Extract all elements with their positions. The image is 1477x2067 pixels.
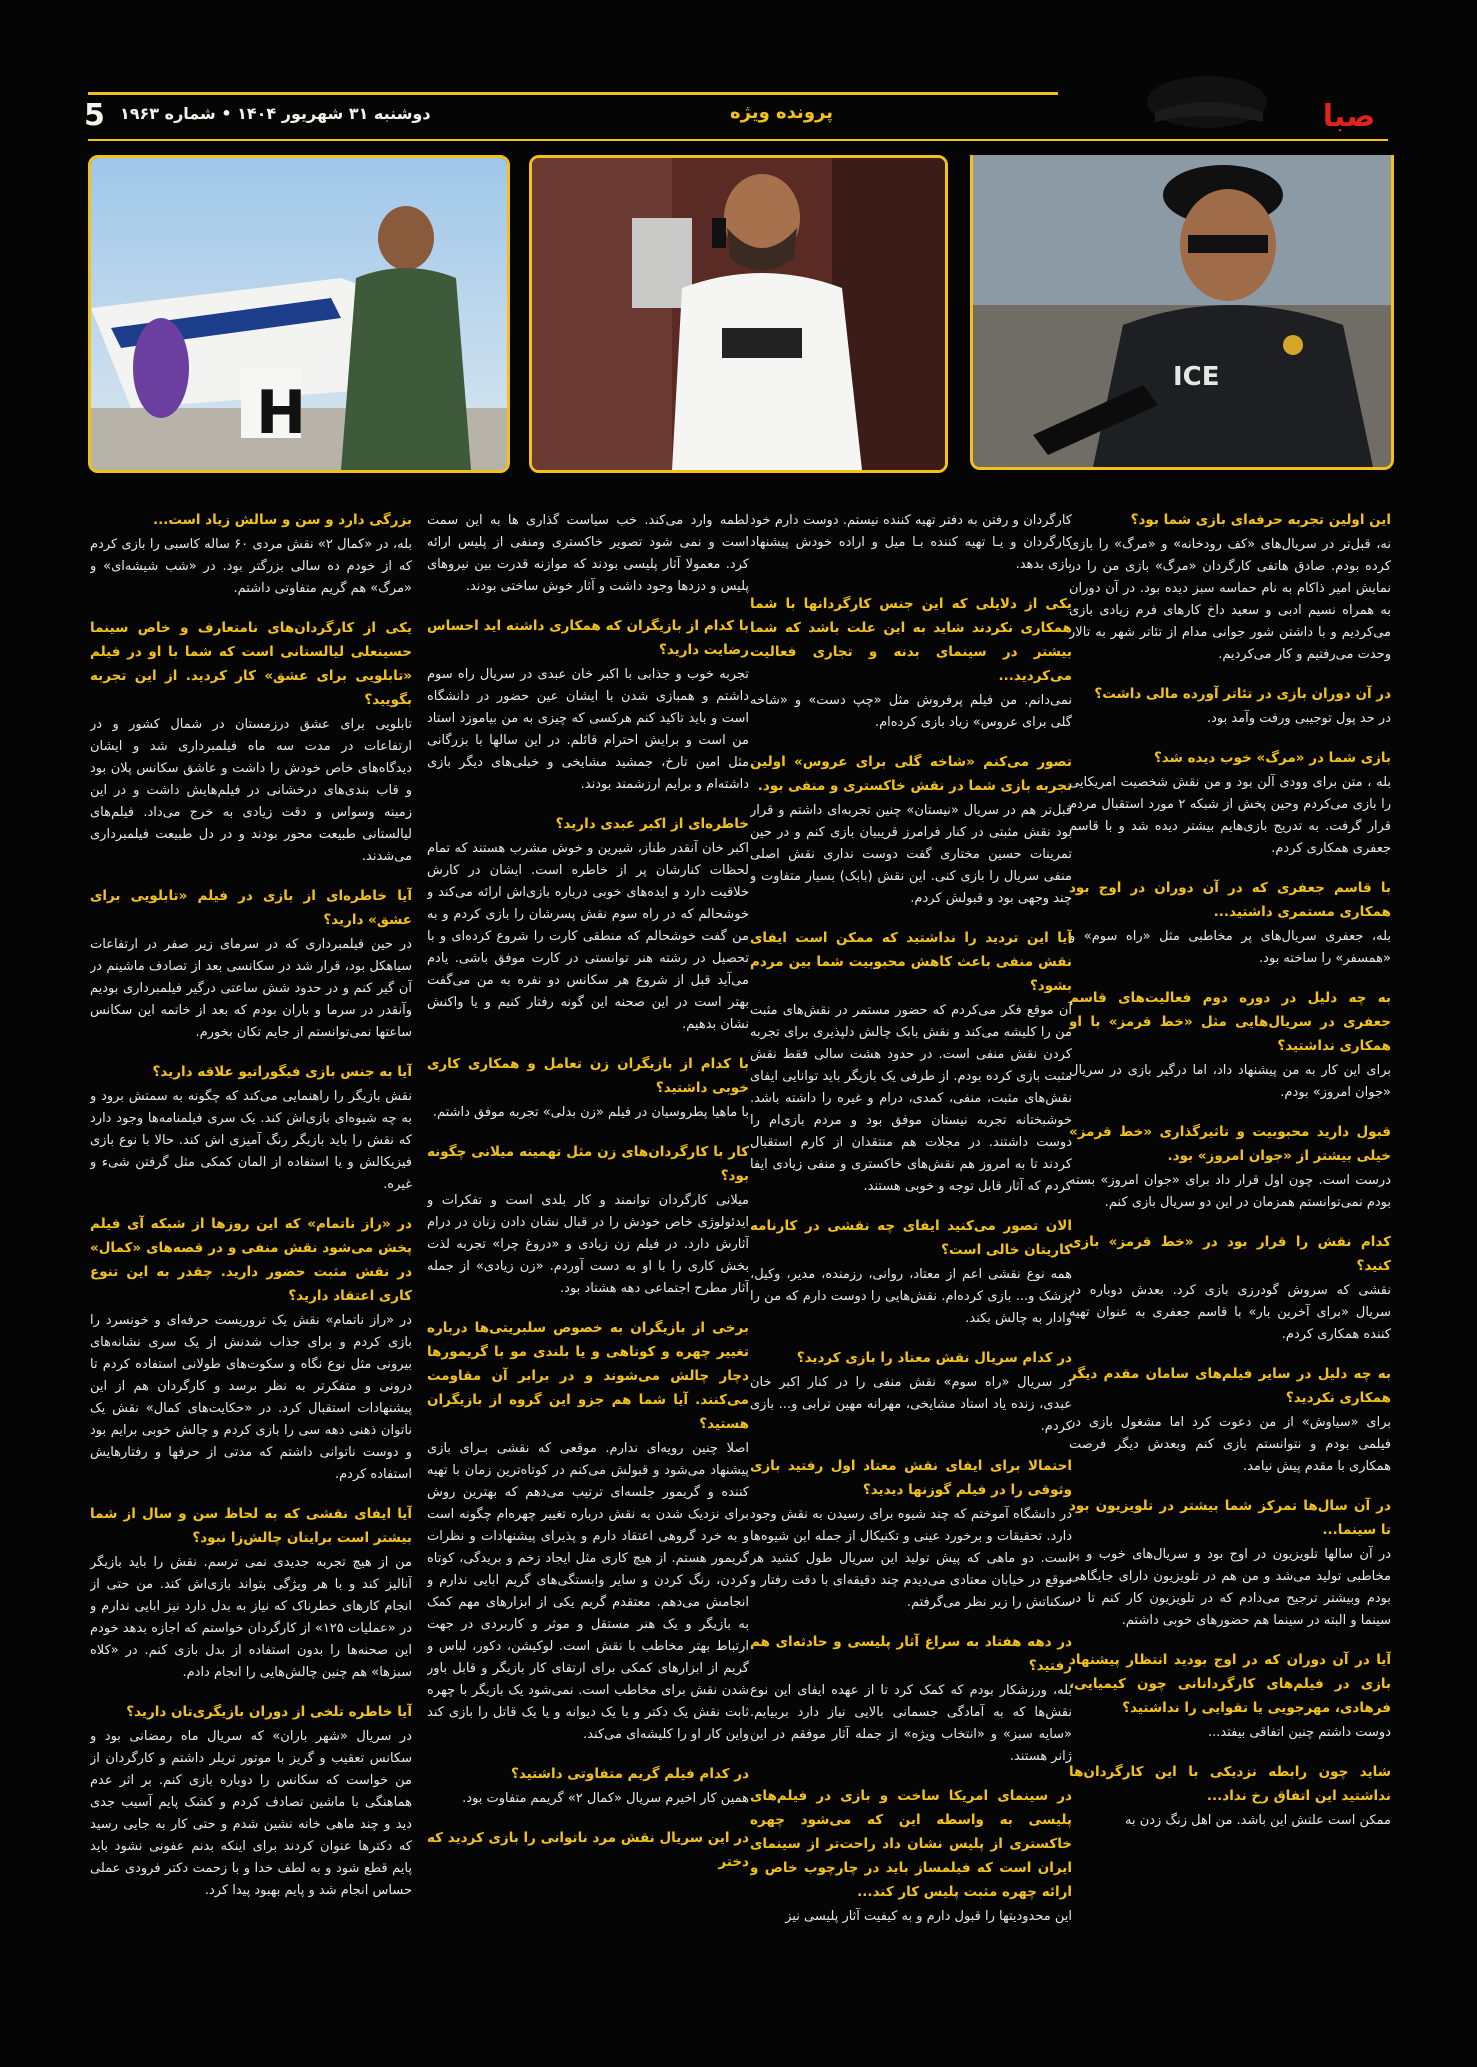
answer-paragraph: این محدودیتها را قبول دارم و به کیفیت آثار پلیسی نیز	[785, 1909, 1072, 1924]
question-heading: با قاسم جعفری که در آن دوران در اوج بود همکاری مستمری داشتید...	[1069, 880, 1391, 920]
text-column-3	[427, 508, 749, 2048]
answer-paragraph: کارگردان و رفتن به دفتر تهیه کننده نیستم. دوست دارم خود کارگردان و یـا تهیه کننده بـا میل و اراده خودش پیشنهاد بازی بدهد.	[750, 513, 1072, 572]
answer-paragraph: دوست داشتم چنین اتفاقی بیفتد...	[1208, 1725, 1391, 1740]
answer-paragraph: آن موقع فکر می‌کردم که حضور مستمر در نقش‌های مثبت من را کلیشه می‌کند و نقش بابک چالش دلپذیری برای تجربه کردن نقش منفی است. در حدود هشت سالی فقط نقش مثبت بازی کرده بودم. از طرفی یک بازیگر باید توانایی ایفای نقش‌های مثبت، منفی، کمدی، درام و غیره را داشته باشد. خوشبختانه تجربه نیستان موفق بود و مردم بازی‌ام را دوست داشتند. در مجلات هم منتقدان از کارم استقبال کردند تا به امروز هم نقش‌های خاکستری و منفی زیادی ایفا کردم که آثار قابل توجه و خوبی هستند.	[750, 1003, 1072, 1194]
answer-paragraph: من از هیچ تجربه جدیدی نمی ترسم. نقش را باید بازیگر آنالیز کند و با هر ویژگی بتواند بازی‌اش کند. من حتی از انجام کارهای خطرناک که نیاز به بدل دارد نیز ابایی ندارم و در «عملیات ۱۲۵» از کارگردان خواستم که اجازه بدهد خودم این صحنه‌ها را بدون استفاده از بدل بازی کنم. در «کلاه سبزها» هم چنین چالش‌هایی را انجام دادم.	[90, 1555, 412, 1680]
question-heading: با کدام از بازیگران زن تعامل و همکاری کاری خوبی داشتید؟	[427, 1056, 749, 1096]
question-heading: آیا خاطره تلخی از دوران بازیگری‌تان دارید؟	[126, 1704, 412, 1720]
question-heading: در «راز ناتمام» که این روزها از شبکه آی فیلم پخش می‌شود نقش منفی و در قصه‌های «کمال» در نقش مثبت حضور دارید. چقدر به این تنوع کاری اعتقاد دارید؟	[90, 1216, 412, 1304]
answer-paragraph: بله، جعفری سریال‌های پر مخاطبی مثل «راه سوم» و «همسفر» را ساخته بود.	[1069, 929, 1391, 966]
answer-paragraph: در سریال «راه سوم» نقش منفی را در کنار اکبر خان عبدی، زنده یاد استاد مشایخی، مهرانه مهین ترابی و... بازی کردم.	[750, 1375, 1072, 1434]
answer-paragraph: برای این کار به من پیشنهاد داد، اما درگیر بازی در سریال «جوان امروز» بودم.	[1069, 1063, 1391, 1100]
question-heading: در کدام سریال نقش معتاد را بازی کردید؟	[796, 1350, 1072, 1366]
answer-paragraph: نه، قبل‌تر در سریال‌های «کف رودخانه» و «مرگ» را بازی کرده بودم. صادق هاتفی کارگردان «مرگ» بازی من را در نمایش امیر ذاکام به نام حماسه سبز دیده بود. در آن دوران به همراه نسیم ادبی و سعید داخ کارهای فرم زیادی بازی می‌کردیم و با داشتن شور جوانی مدام از تئاتر شهر به تالار وحدت می‌رفتیم و کار می‌کردیم.	[1069, 537, 1391, 662]
answer-paragraph: همه نوع نقشی اعم از معتاد، روانی، رزمنده، مدیر، وکیل، پزشک و... بازی کرده‌ام. نقش‌هایی را دوست دارم که من را وادار به چالش بکند.	[750, 1267, 1072, 1326]
question-heading: در آن سال‌ها تمرکز شما بیشتر در تلویزیون بود تا سینما...	[1069, 1498, 1391, 1538]
answer-paragraph: با ماهیا پطروسیان در فیلم «زن بدلی» تجربه موفق داشتم.	[432, 1105, 749, 1120]
answer-paragraph: قبل‌تر هم در سریال «نیستان» چنین تجربه‌ای داشتم و قرار بود نقش مثبتی در کنار فرامرز قریبیان بازی کنم و در حین تمرینات حسین مختاری گفت دوست نداری نقش اصلی منفی سریال را بازی کنی. این نقش (بابک) بسیار متفاوت و چند وجهی بود و قبولش کردم.	[750, 803, 1072, 906]
question-heading: در دهه هفتاد به سراغ آثار پلیسی و حادثه‌ای هم رفتید؟	[750, 1634, 1072, 1674]
airplane-photo-icon	[91, 158, 507, 470]
answer-paragraph: نمی‌دانم. من فیلم پرفروش مثل «چپ دست» و «شاخه گلی برای عروس» زیاد بازی کرده‌ام.	[750, 693, 1072, 730]
question-heading: احتمالا برای ایفای نقش معتاد اول رفتید بازی وثوقی را در فیلم گوزنها دیدید؟	[750, 1458, 1072, 1498]
question-heading: آیا این تردید را نداشتید که ممکن است ایفای نقش منفی باعث کاهش محبوبیت شما بین مردم بشود؟	[750, 930, 1072, 994]
beret-icon	[1145, 62, 1270, 132]
header-rule-left	[88, 92, 1058, 95]
question-heading: کار با کارگردان‌های زن مثل تهمینه میلانی چگونه بود؟	[427, 1144, 749, 1184]
question-heading: آیا خاطره‌ای از بازی در فیلم «تابلویی برای عشق» دارید؟	[90, 888, 412, 928]
question-heading: با کدام از بازیگران که همکاری داشته اید احساس رضایت دارید؟	[427, 618, 749, 658]
answer-paragraph: در سریال «شهر باران» که سریال ماه رمضانی بود و سکانس تعقیب و گریز با موتور تریلر داشتم و کارگردان از من خواست که سکانس را دوباره بازی کنم. بر اثر عدم هماهنگی با ماشین تصادف کردم و کشک پایم آسیب جدی دید و چند ماهی خانه نشین شدم و حتی کار به جایی رسید که دکترها عنوان کردند برای اینکه بدنم عفونی نشود باید پایم قطع شود و به لطف خدا و با زحمت دکتر فرودی عملی حساس انجام شد و پایم بهبود پیدا کرد.	[90, 1729, 412, 1898]
text-column-2	[750, 508, 1072, 2048]
answer-paragraph: تابلویی برای عشق درزمستان در شمال کشور و در ارتفاعات در مدت سه ماه فیلمبرداری شد و ایشان دیدگاه‌های خاص خودش را داشت و عاشق سکانس پلان بود و قاب بندی‌های درخشانی در فیلم‌هایش داشت و در این زمینه وسواس و دقت زیادی به خرج می‌داد. فیلم‌های لیالستانی طبیعت محور بودند و در دل طبیعت فیلمبرداری می‌شدند.	[90, 717, 412, 864]
question-heading: قبول دارید محبوبیت و تاثیرگذاری «خط قرمز» خیلی بیشتر از «جوان امروز» بود.	[1069, 1124, 1391, 1164]
logo	[1312, 96, 1386, 134]
answer-paragraph: در دانشگاه آموختم که چند شیوه برای رسیدن به نقش وجود دارد. تحقیقات و برخورد عینی و تکنیکال از جمله این شیوه‌ها است. دو ماهی که پیش تولید این سریال طول کشید هر موقع در خیابان معتادی می‌دیدم چند دقیقه‌ای با دقت رفتار و سکناتش را زیر نظر می‌گرفتم.	[750, 1507, 1072, 1610]
question-heading: آیا در آن دوران که در اوج بودید انتظار پیشنهاد بازی در فیلم‌های کارگردانانی چون کیمیایی، فرهادی، مهرجویی یا تقوایی را نداشتید؟	[1069, 1652, 1391, 1716]
photo-man-with-airplane	[88, 155, 510, 473]
answer-paragraph: در حد پول توجیبی ورفت وآمد بود.	[1206, 711, 1391, 726]
header-rule-bottom	[88, 139, 1388, 141]
police-photo-icon	[973, 155, 1391, 467]
page-number: 5	[84, 98, 105, 133]
question-heading: خاطره‌ای از اکبر عبدی دارید؟	[555, 816, 749, 832]
section-title: پرونده ویژه	[730, 102, 833, 123]
answer-paragraph: تجربه خوب و جذابی با اکبر خان عبدی در سریال راه سوم داشتم و همبازی شدن با ایشان عین حضور در دانشگاه است و باید تاکید کنم هرکسی که چیزی به من بیاموزد استاد من است و برایش احترام قائلم. در این سالها با بزرگانی مثل امین تارخ، جمشید مشایخی و خیلی‌های دیگر بازی داشته‌ام و برایم ارزشمند بودند.	[427, 667, 749, 792]
question-heading: برخی از بازیگران به خصوص سلبریتی‌ها درباره تغییر چهره و کوتاهی و یا بلندی مو با گریمورها دچار چالش می‌شوند و در برابر آن مقاومت می‌کنند. آیا شما هم جزو این گروه از بازیگران هستید؟	[427, 1320, 749, 1432]
answer-paragraph: همین کار اخیرم سریال «کمال ۲» گریمم متفاوت بود.	[462, 1791, 749, 1806]
text-column-1	[1069, 508, 1391, 2048]
answer-paragraph: برای «سیاوش» از من دعوت کرد اما مشغول بازی در فیلمی بودم و نتوانستم بازی کنم وبعدش دیگر فرصت همکاری با مقدم پیش نیامد.	[1069, 1415, 1391, 1474]
answer-paragraph: در «راز ناتمام» نقش یک تروریست حرفه‌ای و خونسرد را بازی کردم و برای جذاب شدنش از یک سری نشانه‌های بیرونی مثل نوع نگاه و سکوت‌های طولانی استفاده کردم تا درونی و متفکرتر به نظر برسد و کارگردان هم از این پیشنهادات استقبال کرد. در «حکایت‌های کمال» نقش یک ناتوان ذهنی دهه سی را بازی کردم و چالش خوبی برایم بود و دوست ناتوانی داشتم که مدتی از حرفها و رفتارهایش استفاده کردم.	[90, 1313, 412, 1482]
question-heading: در سینمای امریکا ساخت و بازی در فیلم‌های پلیسی به واسطه این که می‌شود چهره خاکستری از پلیس نشان داد راحت‌تر از سینمای ایران است که فیلمساز باید در چارچوب خاص و ارائه چهره مثبت پلیس کار کند...	[750, 1788, 1072, 1900]
answer-paragraph: نقش بازیگر را راهنمایی می‌کند که چگونه به سمتش برود و به چه شیوه‌ای بازی‌اش کند. یک سری فیلمنامه‌ها وجود دارد که نقش را باید بازیگر رنگ آمیزی اش کند. حالا با نوع بازی فیزیکالش و یا استفاده از المان کمکی مثل گرفتن شیء و غیره.	[90, 1089, 412, 1192]
page-header	[0, 0, 1477, 145]
svg-text:H: H	[256, 378, 307, 448]
date-issue-line: دوشنبه ۳۱ شهریور ۱۴۰۴ • شماره ۱۹۶۳	[120, 104, 431, 123]
answer-paragraph: لطمه وارد می‌کند. خب سیاست گذاری ها به این سمت است و نمی شود تصویر خاکستری ومنفی از پلیس ارائه کرد. معمولا آثار پلیسی بودند که موازنه قدرت بین نیروهای پلیس و دزدها وجود داشت و آثار خوش ساختی بودند.	[427, 513, 749, 594]
answer-paragraph: بله، در «کمال ۲» نقش مردی ۶۰ ساله کاسبی را بازی کردم که از خودم ده سالی بزرگتر بود. در «شب شیشه‌ای» و «مرگ» هم گریم متفاوتی داشتم.	[90, 537, 412, 596]
text-column-4	[90, 508, 412, 2048]
question-heading: آیا ایفای نقشی که به لحاظ سن و سال از شما بیشتر است برایتان چالش‌زا نبود؟	[90, 1506, 412, 1546]
answer-paragraph: میلانی کارگردان توانمند و کار بلدی است و تفکرات و ایدئولوژی خاص خودش را در قبال نشان دادن زنان در درام آثارش دارد. در فیلم زن زیادی و «دروغ چرا» تجربه لذت بخش کاری را با او به دست آوردم. «زن زیادی» از جمله آثار مطرح اجتماعی دهه هشتاد بود.	[427, 1193, 749, 1296]
question-heading: در این سریال نقش مرد ناتوانی را بازی کردید که دختر	[427, 1830, 749, 1870]
answer-paragraph: بله، ورزشکار بودم که کمک کرد تا از عهده ایفای این نوع نقش‌ها که به آمادگی جسمانی بالایی نیاز دارد بربیایم. «سایه سبز» و «انتخاب ویژه» از جمله آثار موفقم در این ژانر هستند.	[750, 1683, 1072, 1764]
question-heading: شاید چون رابطه نزدیکی با این کارگردان‌ها نداشتید این اتفاق رخ نداد...	[1069, 1764, 1391, 1804]
svg-text:صبا: صبا	[1322, 99, 1376, 134]
question-heading: آیا به جنس بازی فیگوراتیو علاقه دارید؟	[152, 1064, 412, 1080]
question-heading: در کدام فیلم گریم متفاوتی داشتید؟	[511, 1766, 749, 1782]
answer-paragraph: اصلا چنین رویه‌ای ندارم. موقعی که نقشی بـرای بازی پیشنهاد می‌شود و قبولش می‌کنم در کوتاه‌ترین زمان با تهیه کننده و گریمور جلسه‌ای ترتیب می‌دهم که بهترین روش برای نزدیک شدن به نقش درباره تغییر چهره‌ام چگونه است و به خرد گروهی اعتقاد دارم و پذیرای پیشنهادات و نظرات گریمور هستم. از هیچ کاری مثل ایجاد زخم و بریدگی، کوتاه کردن، رنگ کردن و سایر وابستگی‌های گریم ابایی ندارم و انجامش می‌دهم. معتقدم گریم یکی از ابزارهای مهم کمک به بازیگر و یک هنر مستقل و موثر و کاربردی در جهت ارتباط بهتر مخاطب با نقش است. لوکیشن، دکور، لباس و گریم از ابزارهای کمکی برای ارتقای کار بازیگر و قابل باور شدن نقش برای مخاطب است. نمی‌شود یک بازیگر با چهره ثابت نقش یک دکتر و یا یک دیوانه و یا یک قاتل را بازی کند واین کار او را کلیشه‌ای می‌کند.	[427, 1441, 749, 1742]
phone-photo-icon	[532, 158, 945, 470]
photo-police-officer-with-gun	[970, 155, 1394, 470]
question-heading: به چه دلیل در دوره دوم فعالیت‌های قاسم جعفری در سریال‌هایی مثل «خط قرمز» با او همکاری نداشتید؟	[1069, 990, 1391, 1054]
photo-man-on-phone	[529, 155, 948, 473]
answer-paragraph: نقشی که سروش گودرزی بازی کرد. بعدش دوباره در سریال «برای آخرین بار» با قاسم جعفری به عنوان تهیه کننده همکاری کردم.	[1069, 1283, 1391, 1342]
question-heading: یکی از کارگردان‌های نامتعارف و خاص سینما حسینعلی لیالستانی است که شما با او در فیلم «تابلویی برای عشق» کار کردید. از این تجربه بگویید؟	[90, 620, 412, 708]
question-heading: بزرگی دارد و سن و سالش زیاد است...	[152, 512, 412, 528]
question-heading: تصور می‌کنم «شاخه گلی برای عروس» اولین تجربه بازی شما در نقش خاکستری و منفی بود.	[750, 754, 1072, 794]
answer-paragraph: ممکن است علتش این باشد. من اهل زنگ زدن به	[1124, 1813, 1391, 1828]
answer-paragraph: بله ، متن برای وودی آلن بود و من نقش شخصیت امریکایی را بازی می‌کردم وحین پخش از شبکه ۲ مورد استقبال مردم قرار گرفت. به تدریج بازی‌هایم بیشتر دیده شد و با قاسم جعفری همکاری کردم.	[1069, 775, 1391, 856]
question-heading: در آن دوران بازی در تئاتر آورده مالی داشت؟	[1094, 686, 1391, 702]
question-heading: بازی شما در «مرگ» خوب دیده شد؟	[1153, 750, 1391, 766]
answer-paragraph: در آن سالها تلویزیون در اوج بود و سریال‌های خوب و پر مخاطبی تولید می‌شد و من هم در تلویزیون دارای جایگاهی بودم وبیشتر ترجیح می‌دادم که در تلویزیون کار کنم تا در سینما و البته در سینما هم حضورهای خوبی داشتم.	[1069, 1547, 1391, 1628]
question-heading: به چه دلیل در سایر فیلم‌های سامان مقدم دیگر همکاری نکردید؟	[1069, 1366, 1391, 1406]
question-heading: این اولین تجربه حرفه‌ای بازی شما بود؟	[1130, 512, 1391, 528]
question-heading: یکی از دلایلی که این جنس کارگردانها با شما همکاری نکردند شاید به این علت باشد که شما بیشتر در سینمای بدنه و تجاری فعالیت می‌کردید...	[750, 596, 1072, 684]
question-heading: کدام نقش را قرار بود در «خط قرمز» بازی کنید؟	[1069, 1234, 1391, 1274]
answer-paragraph: اکبر خان آنقدر طناز، شیرین و خوش مشرب هستند که تمام لحظات کنارشان پر از خاطره است. ایشان در کارش خلاقیت دارد و ایده‌های خوبی درباره بازی‌اش ارائه می‌کند و خوشحالم که در راه سوم نقش پسرشان را بازی کردم و به من گفت خوشحالم که منطقی کارت را شروع کرده‌ای و با تحصیل در رشته هنر توانستی در کارت موفق باشی. یادم می‌آید قبل از شروع هر سکانس دو نفره به من می‌گفت بهتر است در این صحنه این گونه رفتار کنیم و یا واکنش نشان بدهیم.	[427, 841, 749, 1032]
answer-paragraph: در حین فیلمبرداری که در سرمای زیر صفر در ارتفاعات سیاهکل بود، قرار شد در سکانسی بعد از تصادف ماشینم در آن گیر کنم و در حدود شش ساعتی درگیر فیلمبرداری بودیم وآنقدر در سرما و باران بودم که بعد از خاتمه این سکانس ساعتها نمی‌توانستم از جایم تکان بخورم.	[90, 937, 412, 1040]
question-heading: الان تصور می‌کنید ایفای چه نقشی در کارنامه کاریتان خالی است؟	[750, 1218, 1072, 1258]
answer-paragraph: درست است. چون اول قرار داد برای «جوان امروز» بسته بودم نمی‌توانستم همزمان در این دو سریال بازی کنم.	[1069, 1173, 1391, 1210]
svg-text:ICE: ICE	[1173, 362, 1220, 392]
